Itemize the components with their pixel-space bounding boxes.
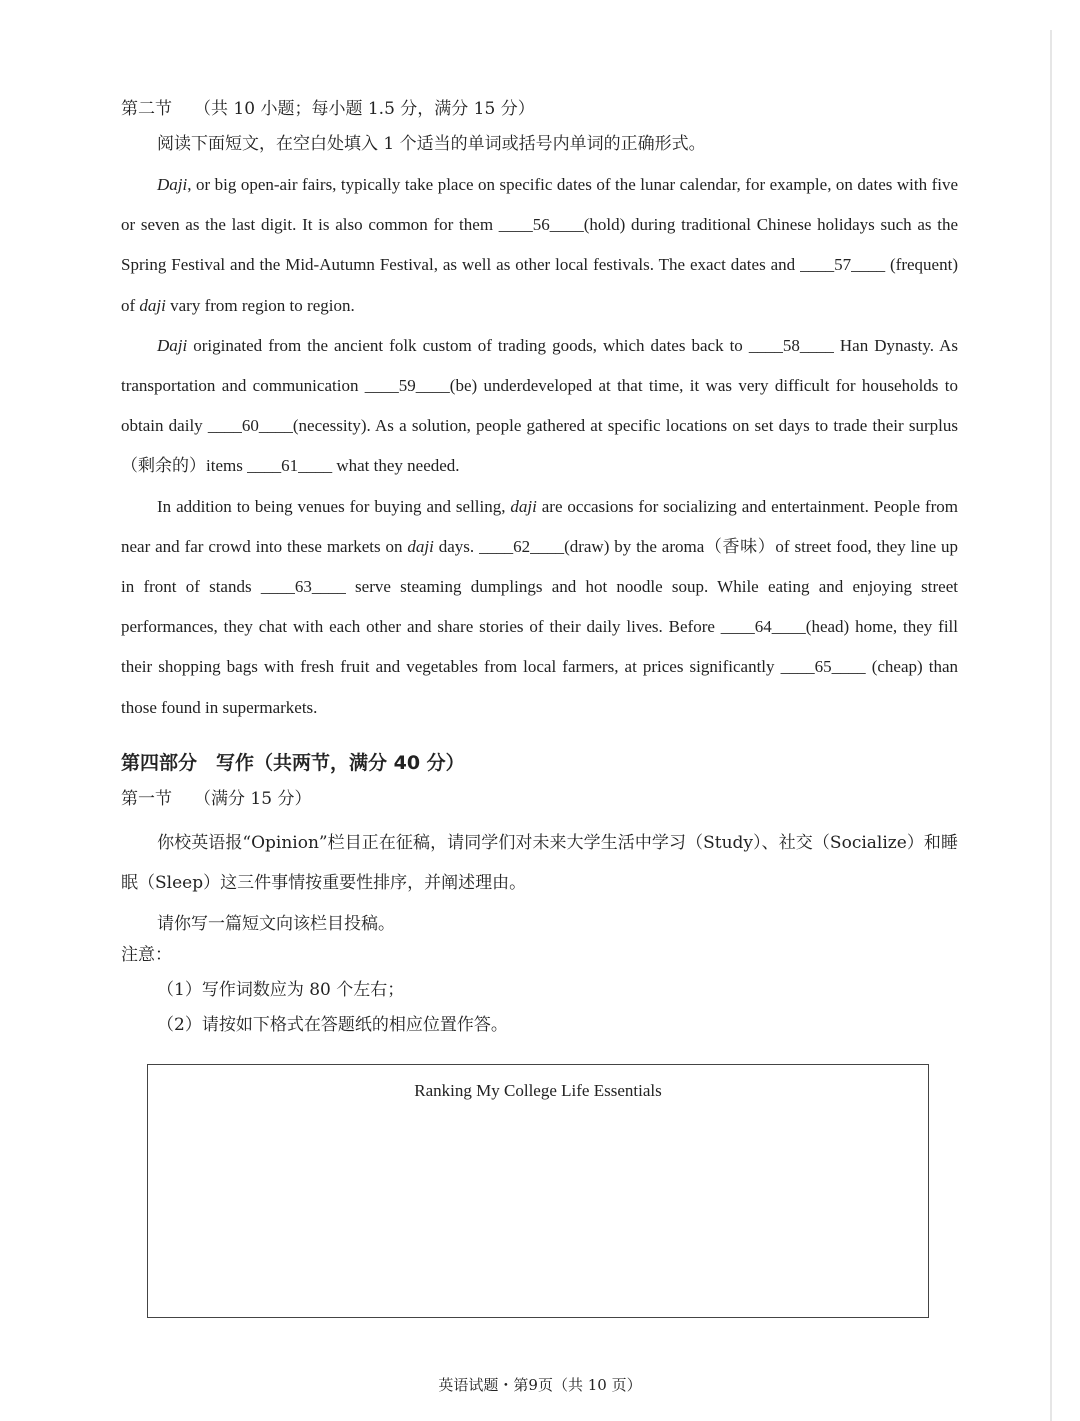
- passage-text: (be) underdeveloped at that time, it was very difficult for households to obtain daily: [121, 376, 958, 436]
- passage-text: (draw) by the aroma（香味）of street food, they line up in front of stands: [121, 536, 958, 597]
- blank-56[interactable]: ____56____: [498, 215, 584, 235]
- blank-61[interactable]: ____61____: [247, 456, 333, 476]
- section2-instruction: 阅读下面短文，在空白处填入 1 个适当的单词或括号内单词的正确形式。: [157, 134, 706, 154]
- passage-text: (necessity). As a solution, people gathered at specific locations on set days to trade their surplus（剩余的）items: [121, 416, 959, 476]
- passage-text: Daji: [157, 175, 188, 194]
- passage-text: , or big open-air fairs, typically take place on specific dates of the lunar calendar, for example, on dates with five or seven as the last digit. It is also common for them: [121, 175, 958, 235]
- section2-header: [121, 98, 958, 120]
- essay-title: Ranking My College Life Essentials: [414, 1081, 662, 1100]
- exam-content: [121, 98, 958, 1036]
- passage-text: are occasions for socializing and entertainment. People from near and far crowd into these markets on: [121, 496, 958, 556]
- passage-text: In addition to being venues for buying and selling,: [157, 496, 511, 516]
- blank-62[interactable]: ____62____: [479, 536, 565, 556]
- passage-text: daji: [510, 496, 537, 516]
- part4-section1-scoring: （满分 15 分）: [194, 788, 312, 809]
- writing-prompt-text: 你校英语报“Opinion”栏目正在征稿，请同学们对未来大学生活中学习（Study）、社交（Socialize）和睡眠（Sleep）这三件事情按重要性排序，并阐述理由。: [121, 832, 958, 893]
- blank-57[interactable]: ____57____: [800, 255, 886, 275]
- section2-heading: 第二节: [121, 99, 172, 119]
- passage-text: (frequent) of: [121, 255, 958, 315]
- page-edge-line: [1050, 30, 1052, 1421]
- part4-section1-heading: 第一节: [121, 788, 172, 809]
- blank-58[interactable]: ____58____: [748, 335, 834, 355]
- part4-heading: 第四部分 写作（共两节，满分 40 分）: [121, 751, 465, 774]
- passage-text: (head) home, they fill their shopping bags with fresh fruit and vegetables from local farmers, at prices significantly: [121, 617, 958, 677]
- passage-text: what they needed.: [332, 456, 460, 476]
- passage-text: days.: [433, 536, 480, 556]
- essay-answer-box: [147, 1064, 929, 1318]
- passage-text: serve steaming dumplings and hot noodle soup. While eating and enjoying street performances, they chat with each other and share stories of their daily lives. Before: [121, 577, 958, 637]
- passage-text: Han Dynasty. As transportation and communication: [121, 335, 958, 396]
- blank-59[interactable]: ____59____: [364, 376, 450, 396]
- passage-text: vary from region to region.: [165, 295, 355, 315]
- passage-paragraph-3: [121, 487, 958, 728]
- writing-prompt-2: 请你写一篇短文向该栏目投稿。: [157, 913, 395, 934]
- blank-64[interactable]: ____64____: [720, 617, 806, 637]
- page-footer: 英语试题・第9页（共 10 页）: [438, 1376, 642, 1394]
- passage-text: (cheap) than those found in supermarkets.: [121, 657, 958, 717]
- passage-text: originated from the ancient folk custom of trading goods, which dates back to: [187, 335, 749, 355]
- note-2: （2）请按如下格式在答题纸的相应位置作答。: [157, 1014, 508, 1035]
- blank-65[interactable]: ____65____: [780, 657, 866, 677]
- blank-63[interactable]: ____63____: [260, 577, 346, 597]
- part4-section1-header: [121, 788, 958, 810]
- notes-label: 注意：: [121, 944, 172, 965]
- passage-text: (hold) during traditional Chinese holidays such as the Spring Festival and the Mid-Autumn Festival, as well as other local festivals. The exact dates and: [121, 215, 958, 275]
- writing-prompt: [121, 823, 958, 903]
- passage-paragraph-2: [121, 326, 958, 487]
- passage-text: Daji: [157, 335, 188, 355]
- passage-text: daji: [139, 295, 166, 315]
- note-1: （1）写作词数应为 80 个左右；: [157, 979, 405, 1000]
- passage: [121, 165, 958, 728]
- passage-text: daji: [407, 536, 434, 556]
- section2-scoring: （共 10 小题；每小题 1.5 分，满分 15 分）: [194, 99, 535, 119]
- passage-paragraph-1: [121, 165, 958, 326]
- blank-60[interactable]: ____60____: [207, 416, 293, 436]
